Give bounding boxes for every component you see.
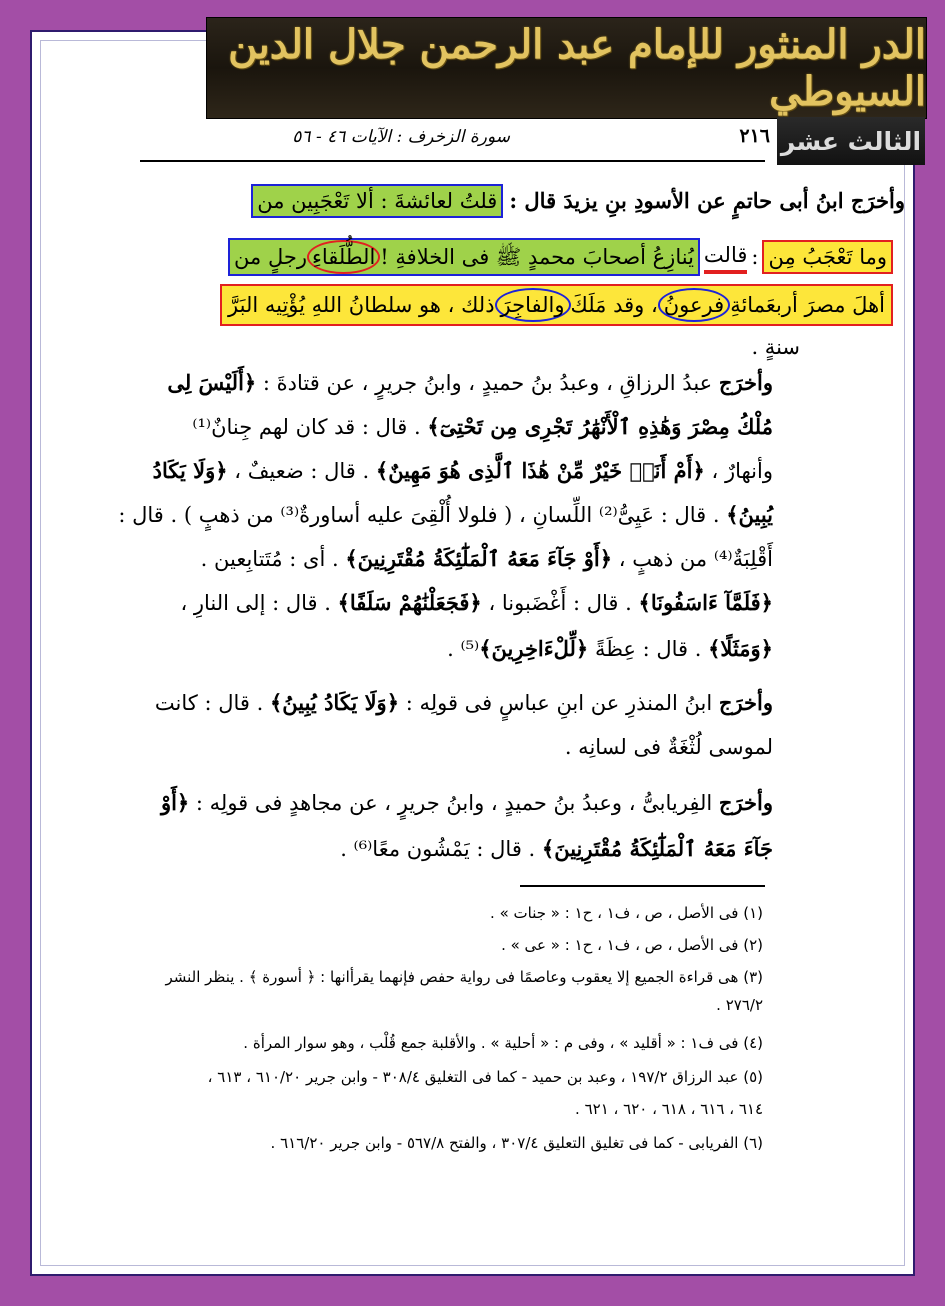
qalat-underlined: قالت (704, 240, 747, 274)
text-line-10 (180, 588, 773, 618)
line-15-b: . قال : يَمْشُون معًا⁽⁶⁾ . (340, 837, 536, 861)
line-2-end: وما تَعْجَبُ مِن (768, 245, 887, 269)
line-8-b: . قال : عَيِىُّ⁽²⁾ اللِّسانِ ، ( فلولا أُلْقِىَ عليه أساورةٌ⁽³⁾ من ذهبٍ ) . قال : (118, 503, 720, 527)
line-1-start: وأخرَج ابنُ أبى حاتمٍ عن الأسودِ بنِ يزيدَ قال : (509, 188, 905, 213)
line-5-b: عبدُ الرزاقِ ، وعبدُ بنُ حميدٍ ، وابنُ جريرٍ ، عن قتادةَ : (262, 371, 713, 395)
line-2-b: يُنازِعُ أصحابَ محمدٍ ﷺ فى الخلافةِ ! (380, 245, 694, 269)
text-line-1 (251, 184, 905, 218)
quran-quote: ﴿وَلَا يَكَادُ يُبِينُ﴾ (269, 690, 399, 715)
quran-quote: جَآءَ مَعَهُ ٱلْمَلَٰٓئِكَةُ مُقْتَرِنِينَ﴾ (541, 836, 773, 861)
line-4: سنةٍ . (751, 335, 800, 359)
footnote-3: (٣) هى قراءة الجميع إلا يعقوب وعاصمًا فى رواية حفص فإنهما يقرأانها : ﴿ أسورة ﴾ . ينظر النشر (165, 968, 763, 986)
footnote-3-cont: ٢٧٦/٢ . (716, 996, 763, 1014)
quran-quote: ﴿أَلَيْسَ لِى (167, 370, 257, 395)
line-10-a: . قال : أَغْضَبونا ، (488, 591, 632, 615)
text-line-8 (118, 500, 773, 530)
line-9-b: . أى : مُتَتابِعين . (200, 547, 339, 571)
line-12-a: وأخرَج (718, 690, 773, 715)
text-line-11 (447, 634, 773, 664)
line-2-a: رجلٍ من (234, 245, 307, 269)
running-head (140, 125, 770, 151)
line-12-c: . قال : كانت (154, 691, 264, 715)
line-10-b: . قال : إلى النارِ ، (180, 591, 331, 615)
footnote-5: (٥) عبد الرزاق ١٩٧/٢ ، وعبد بن حميد - كما فى التغليق ٣٠٨/٤ - وابن جرير ٦١٠/٢٠ ، ٦١٣ ، (207, 1068, 763, 1086)
book-title-banner (206, 17, 927, 119)
line-5-a: وأخرَج (718, 370, 773, 395)
footnote-1: (١) فى الأصل ، ص ، ف١ ، ح١ : « جنات » . (490, 904, 763, 922)
text-line-14 (161, 788, 773, 818)
text-line-6 (192, 412, 773, 442)
footnote-5-cont: ٦١٤ ، ٦١٦ ، ٦١٨ ، ٦٢٠ ، ٦٢١ . (575, 1100, 763, 1118)
highlight-yellow-box-reply (762, 240, 893, 274)
text-line-2 (228, 238, 893, 276)
footnote-4: (٤) فى ف١ : « أقليد » ، وفى م : « أحلية » . والأقلبة جمع قُلْب ، وهو سوار المرأة . (243, 1034, 763, 1052)
footnote-2: (٢) فى الأصل ، ص ، ف١ ، ح١ : « عى » . (501, 936, 763, 954)
line-2-colon: : (751, 245, 759, 269)
quran-quote: يُبِينُ﴾ (726, 502, 773, 527)
circled-firawn: فرعونُ (658, 288, 730, 322)
highlight-green-aisha: قلتُ لعائشةَ : ألا تَعْجَبِين من (251, 184, 503, 218)
line-3-c: أهلَ مصرَ أربعَمائةِ (730, 293, 885, 317)
page-number: ٢١٦ (739, 125, 770, 147)
volume-label: الثالث عشر (777, 117, 925, 165)
line-3-a: ذلك ، هو سلطانُ اللهِ يُؤْتِيه البَرَّ (228, 293, 495, 317)
line-14-a: وأخرَج (718, 790, 773, 815)
line-7-a: وأنهارٌ ، (711, 459, 773, 483)
text-line-13 (565, 732, 773, 762)
line-9-a: أَقْلِبَةٌ⁽⁴⁾ من ذهبٍ ، (618, 547, 773, 571)
book-title: الدر المنثور للإمام عبد الرحمن جلال الدين السيوطي (228, 21, 926, 115)
quran-quote: ﴿أَمْ أَنَا۠ خَيْرٌ مِّنْ هَٰذَا ٱلَّذِى هُوَ مَهِينٌ﴾ (375, 458, 705, 483)
text-line-15 (340, 834, 773, 864)
line-13: لموسى لُثْغَةٌ فى لسانِه . (564, 735, 773, 759)
quran-quote: مُلْكُ مِصْرَ وَهَٰذِهِ ٱلْأَنْهَٰرُ تَجْرِى مِن تَحْتِىٓ﴾ (427, 414, 773, 439)
surah-heading: سورة الزخرف : الآيات ٤٦ - ٥٦ (292, 127, 510, 147)
circled-fajir: والفاجِرَ (495, 288, 571, 322)
line-14-b: الفِريابىُّ ، وعبدُ بنُ حميدٍ ، وابنُ جريرٍ ، عن مجاهدٍ فى قولِه : (195, 791, 713, 815)
header-rule (140, 160, 765, 162)
quran-quote: ﴿وَلَا يَكَادُ (152, 458, 228, 483)
text-line-3 (220, 284, 893, 326)
text-line-4 (751, 332, 800, 362)
line-11-b: ⁽⁵⁾ . (447, 637, 480, 661)
circled-tulaqa: الطُّلَقاءِ (307, 240, 380, 274)
quran-quote: ﴿فَجَعَلْنَٰهُمْ سَلَفًا﴾ (337, 590, 482, 615)
quran-quote: ﴿وَمَثَلًا﴾ (708, 636, 773, 661)
quran-quote: ﴿لِّلْءَاخِرِينَ﴾ (479, 636, 589, 661)
text-line-7 (153, 456, 773, 486)
text-line-12 (155, 688, 773, 718)
quran-quote: ﴿أَوْ (160, 790, 190, 815)
highlight-green-question (228, 238, 700, 276)
text-line-5 (167, 368, 773, 398)
line-6-b: . قال : قد كان لهم جِنانٌ⁽¹⁾ (192, 415, 421, 439)
footnote-rule (520, 885, 765, 887)
text-line-9 (201, 544, 773, 574)
line-11-a: . قال : عِظَةً (594, 637, 702, 661)
line-12-b: ابنُ المنذرِ عن ابنِ عباسٍ فى قولِه : (405, 691, 713, 715)
line-3-b: ، وقد مَلَكَ (570, 293, 658, 317)
quran-quote: ﴿أَوْ جَآءَ مَعَهُ ٱلْمَلَٰٓئِكَةُ مُقْتَرِنِينَ﴾ (345, 546, 613, 571)
line-7-b: . قال : ضعيفٌ ، (234, 459, 370, 483)
footnote-6: (٦) الفريابى - كما فى تغليق التعليق ٣٠٧/٤ ، والفتح ٥٦٧/٨ - وابن جرير ٦١٦/٢٠ . (270, 1134, 763, 1152)
quran-quote: ﴿فَلَمَّآ ءَاسَفُونَا﴾ (638, 590, 773, 615)
